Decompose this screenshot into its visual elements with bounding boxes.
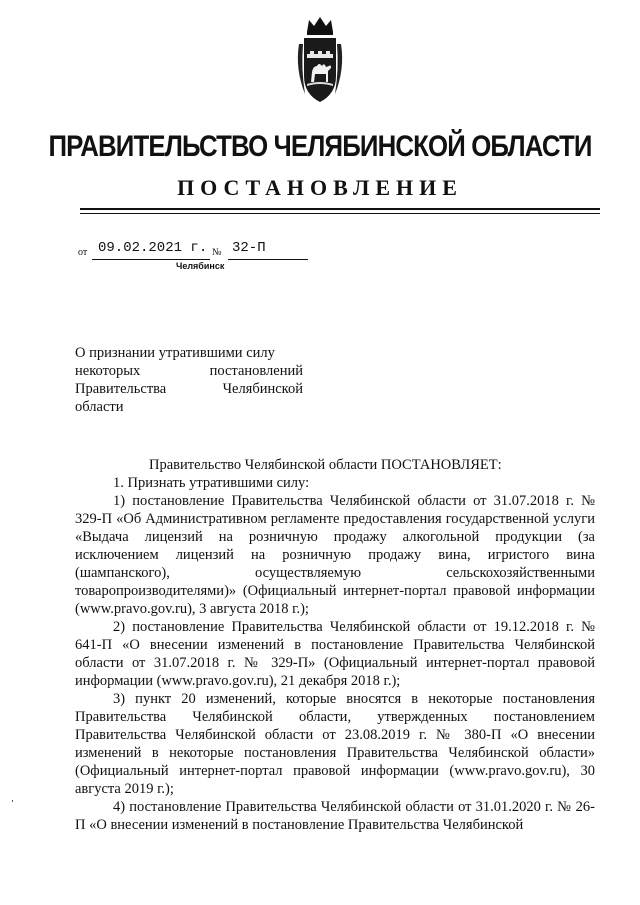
document-subject bbox=[75, 344, 303, 416]
preamble: Правительство Челябинской области ПОСТАНОВЛЯЕТ: bbox=[149, 457, 502, 473]
subject-line-1: О признании утратившими силу bbox=[75, 345, 275, 361]
header-rule-thick bbox=[80, 208, 600, 210]
paragraph-item-2: 2) постановление Правительства Челябинской области от 19.12.2018 г. № 641-П «О внесении изменений в постановление Правительства Челябинской области от 31.07.2018 г. № 329-П» (Официальный интернет-портал правовой информации (www.pravo.gov.ru), 21 декабря 2018 г.); bbox=[75, 619, 595, 689]
subject-word: некоторых bbox=[75, 363, 141, 379]
subject-line-2 bbox=[75, 362, 303, 380]
subject-word: постановлений bbox=[209, 363, 303, 379]
paragraph-item-3: 3) пункт 20 изменений, которые вносятся в некоторые постановления Правительства Челябинской области, утвержденных постановлением Правительства Челябинской области от 23.08.2019 г. № 380-П «О внесении изменений в некоторые постановления Правительства Челябинской области» (Официальный интернет-портал правовой информации (www.pravo.gov.ru), 30 августа 2019 г.); bbox=[75, 691, 595, 797]
subject-line-4: области bbox=[75, 399, 124, 415]
paragraph-1: 1. Признать утратившими силу: bbox=[113, 475, 310, 491]
scan-edge-mark bbox=[12, 800, 13, 802]
date-value: 09.02.2021 г. bbox=[98, 240, 208, 256]
document-body bbox=[75, 456, 595, 834]
number-value: 32-П bbox=[232, 240, 266, 256]
subject-line-3 bbox=[75, 380, 303, 398]
number-underline bbox=[228, 259, 308, 260]
date-prefix: от bbox=[78, 247, 88, 258]
government-title: ПРАВИТЕЛЬСТВО ЧЕЛЯБИНСКОЙ ОБЛАСТИ bbox=[48, 130, 592, 163]
number-prefix: № bbox=[212, 247, 222, 258]
date-number-line bbox=[78, 242, 308, 262]
document-type: ПОСТАНОВЛЕНИЕ bbox=[177, 175, 463, 200]
paragraph-item-1: 1) постановление Правительства Челябинской области от 31.07.2018 г. № 329-П «Об Административном регламенте предоставления государственной услуги «Выдача лицензий на розничную продажу алкогольной продукции (за исключением лицензий на розничную продажу вина, игристого вина (шампанского), осуществляемую сельскохозяйственными товаропроизводителями)» (Официальный интернет-портал правовой информации (www.pravo.gov.ru), 3 августа 2018 г.); bbox=[75, 493, 595, 617]
coat-of-arms-icon bbox=[295, 14, 345, 106]
subject-word: Челябинской bbox=[222, 381, 303, 397]
city-label: Челябинск bbox=[176, 261, 225, 271]
subject-word: Правительства bbox=[75, 381, 167, 397]
header-rule-thin bbox=[80, 213, 600, 214]
paragraph-item-4: 4) постановление Правительства Челябинской области от 31.01.2020 г. № 26-П «О внесении изменений в постановление Правительства Челябинской bbox=[75, 799, 595, 833]
date-underline bbox=[92, 259, 210, 260]
